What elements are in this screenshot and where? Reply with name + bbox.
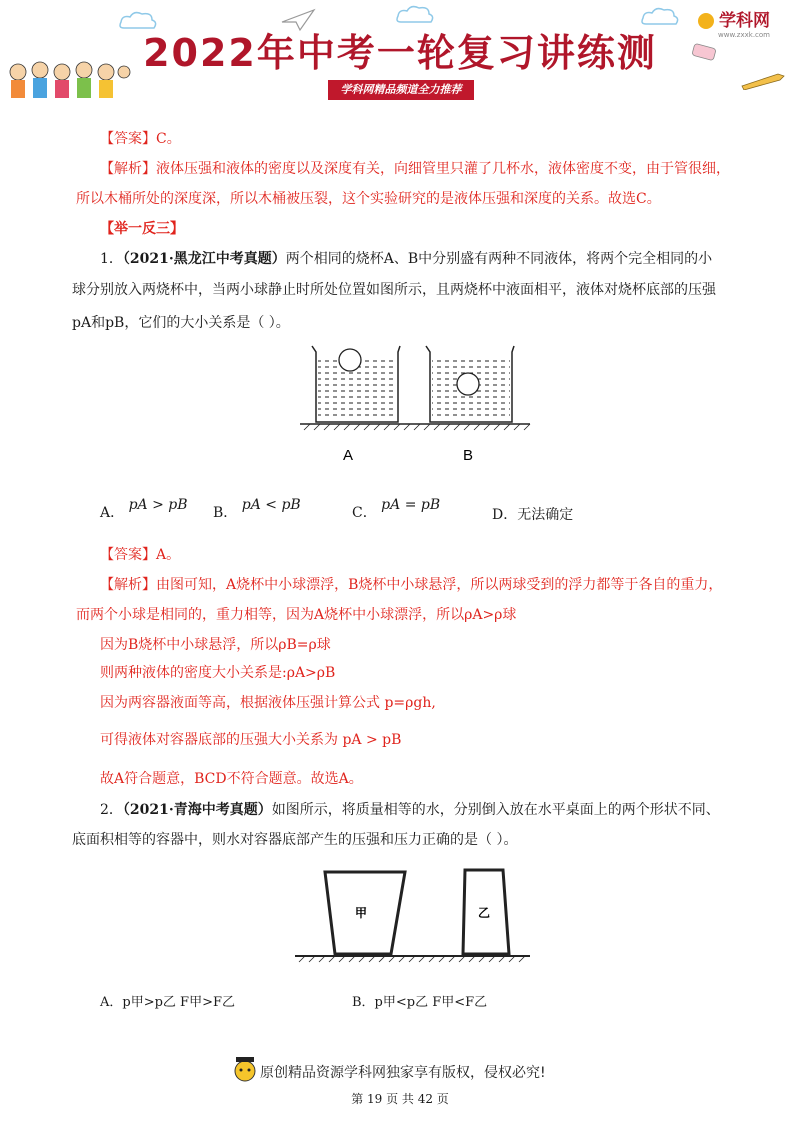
pencil-icon <box>740 70 786 90</box>
option-formula: pA < pB <box>241 497 301 513</box>
logo-url: www.zxxk.com <box>718 31 770 39</box>
option-formula: pA = pB <box>381 497 441 513</box>
question-2-line-1 <box>100 800 720 820</box>
containers-figure <box>295 862 535 972</box>
site-logo <box>698 6 770 39</box>
option-formula: pA > pB <box>128 497 188 513</box>
copyright-notice: 原创精品资源学科网独家享有版权，侵权必究! <box>260 1065 546 1081</box>
analysis-1-line-2: 所以木桶所处的深度深，所以木桶被压裂，这个实验研究的是液体压强和深度的关系。故选C。 <box>76 191 661 207</box>
answer-tag: 【答案】 <box>100 547 156 563</box>
logo-icon <box>698 13 714 29</box>
banner: 学科网精品频道全力推荐 <box>328 80 474 100</box>
analysis-2-line-6: 可得液体对容器底部的压强大小关系为 pA > pB <box>100 732 402 748</box>
page-header <box>0 0 800 110</box>
answer-tag: 【答案】 <box>100 131 156 147</box>
question-number: 2． <box>100 802 123 818</box>
beakers-figure <box>300 340 540 470</box>
analysis-2-line-5: 因为两容器液面等高，根据液体压强计算公式 p=ρgh, <box>100 695 436 711</box>
question-1-line-1 <box>100 249 713 269</box>
answer-2 <box>100 545 700 565</box>
analysis-2-line-2: 而两个小球是相同的，重力相等，因为A烧杯中小球漂浮，所以ρA>ρ球 <box>76 607 517 623</box>
option-d: D．无法确定 <box>492 507 574 523</box>
question-1-line-2: 球分别放入两烧杯中，当两小球静止时所处位置如图所示，且两烧杯中液面相平，液体对烧杯底部的压强 <box>72 282 716 298</box>
beaker-b <box>426 346 514 422</box>
option-a <box>100 497 210 523</box>
children-illustration <box>6 58 131 103</box>
answer-text: C。 <box>156 131 181 147</box>
analysis-text: 液体压强和液体的密度以及深度有关，向细管里只灌了几杯水，液体密度不变，由于管很细， <box>156 161 730 177</box>
container-jia-label: 甲 <box>355 906 368 920</box>
mascot-icon <box>232 1055 258 1085</box>
eraser-icon <box>690 42 720 62</box>
option-letter: A． <box>100 505 125 521</box>
analysis-2-line-1 <box>100 575 723 595</box>
page-number: 第 19 页 共 42 页 <box>351 1092 449 1106</box>
option-letter: B． <box>213 505 238 521</box>
question-text: 两个相同的烧杯A、B中分别盛有两种不同液体，将两个完全相同的小 <box>285 251 713 267</box>
section-heading: 【举一反三】 <box>100 221 184 237</box>
page-title: 2022年中考一轮复习讲练测 <box>143 31 657 75</box>
question-source: （2021·黑龙江中考真题） <box>122 251 286 267</box>
analysis-1-line-1 <box>100 159 730 179</box>
answer-1 <box>100 129 700 149</box>
option-b <box>213 497 323 523</box>
question-source: （2021·青海中考真题） <box>122 802 272 818</box>
container-yi-label: 乙 <box>478 906 491 920</box>
analysis-text: 由图可知，A烧杯中小球漂浮，B烧杯中小球悬浮，所以两球受到的浮力都等于各自的重力， <box>156 577 723 593</box>
question-text: 如图所示，将质量相等的水，分别倒入放在水平桌面上的两个形状不同、 <box>271 802 720 818</box>
question-1-line-3: pA和pB，它们的大小关系是（ ）。 <box>72 315 290 331</box>
beaker-b-label: B <box>463 447 474 464</box>
analysis-tag: 【解析】 <box>100 577 156 593</box>
question-2-line-2: 底面积相等的容器中，则水对容器底部产生的压强和压力正确的是（ ）。 <box>72 832 518 848</box>
option-letter: C． <box>352 505 377 521</box>
analysis-2-line-4: 则两种液体的密度大小关系是:ρA>ρB <box>100 665 336 681</box>
q2-option-b: B．p甲<p乙 F甲<F乙 <box>352 995 488 1010</box>
beaker-a-label: A <box>343 447 354 464</box>
logo-text: 学科网 <box>719 11 770 31</box>
analysis-tag: 【解析】 <box>100 161 156 177</box>
beaker-a <box>312 346 400 422</box>
analysis-2-line-7: 故A符合题意，BCD不符合题意。故选A。 <box>100 771 363 787</box>
analysis-2-line-3: 因为B烧杯中小球悬浮，所以ρB=ρ球 <box>100 637 331 653</box>
option-c <box>352 497 462 523</box>
q2-option-a: A．p甲>p乙 F甲>F乙 <box>100 995 235 1010</box>
answer-text: A。 <box>156 547 181 563</box>
question-number: 1． <box>100 251 123 267</box>
